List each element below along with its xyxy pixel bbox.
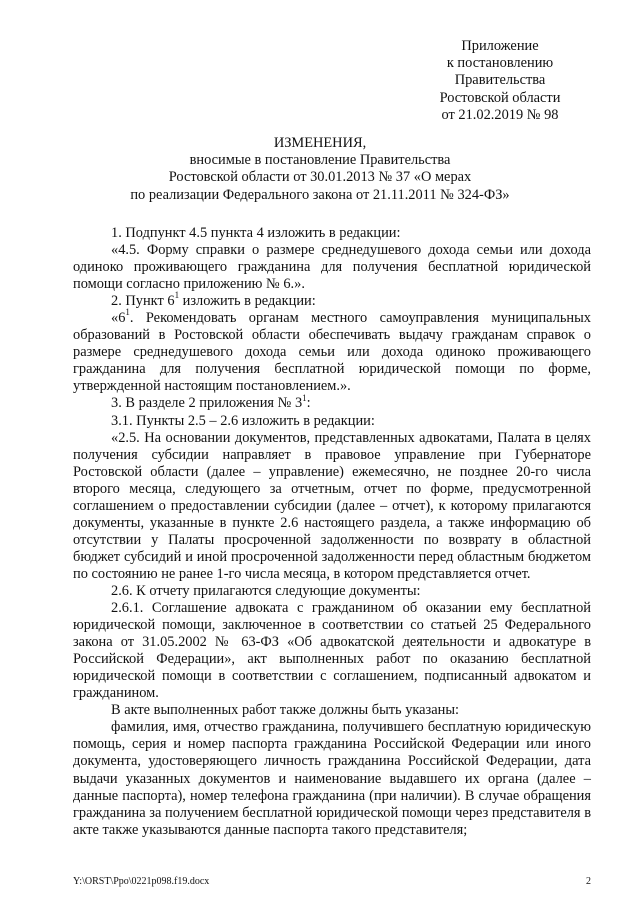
heading-line: вносимые в постановление Правительства [189,152,451,169]
appendix-line: от 21.02.2019 № 98 [441,106,559,123]
paragraph-8: 2.6. К отчету прилагаются следующие документы: [111,582,421,599]
file-path: Y:\ORST\Ppo\0221p098.f19.docx [73,876,210,887]
heading-line: Ростовской области от 30.01.2013 № 37 «О мерах [168,169,472,186]
appendix-line: Правительства [454,72,546,89]
heading-title: ИЗМЕНЕНИЯ, [273,135,367,151]
paragraph-3-text-end: изложить в редакции: [179,293,316,310]
paragraph-10: В акте выполненных работ также должны быть указаны: [111,702,459,719]
paragraph-6: 3.1. Пункты 2.5 – 2.6 изложить в редакции: [111,412,375,429]
paragraph-3-text: 2. Пункт 6 [111,293,175,310]
paragraph-4-text-end: . Рекомендовать органам местного самоуправления муниципальных образований в Ростовской области обеспечивать выдачу гражданам справок о размере среднедушевого дохода семьи или дохода одиноко проживающего гражданина для получения бесплатной юридической помощи по форме, утвержденной настоящим постановлением.». [73,310,591,395]
superscript: 1 [125,307,130,318]
paragraph-7: «2.5. На основании документов, представленных адвокатами, Палата в целях получения субсидии направляет в правовое управление при Губернаторе Ростовской области (далее – управление) ежемесячно, не позднее 20-го числа второго месяца, следующего за отчетным, отчет по форме, предусмотренной соглашением о предоставлении субсидии (далее – отчет), к которому прилагаются документы, указанные в пункте 2.6 настоящего раздела, а также информацию об отсутствии у Палаты просроченной задолженности по возврату в областной бюджет субсидий и иной просроченной задолженности перед областным бюджетом по состоянию не ранее 1-го числа месяца, в котором представляется отчет. [73,429,591,582]
paragraph-9: 2.6.1. Соглашение адвоката с гражданином об оказании ему бесплатной юридической помощи, заключенное в соответствии со статьей 25 Федерального закона от 31.05.2002 № 63-ФЗ «Об адвокатской деятельности и адвокатуре в Российской Федерации», акт выполненных работ по оказанию бесплатной юридической помощи в соответствии с соглашением, подписанный адвокатом и гражданином. [73,600,591,702]
page-number: 2 [586,876,591,887]
appendix-line: к постановлению [446,55,554,72]
superscript: 1 [174,290,180,301]
paragraph-5 [73,392,591,412]
paragraph-4 [73,307,591,395]
heading-line: по реализации Федерального закона от 21.11.2011 № 324-ФЗ» [130,186,510,203]
paragraph-3 [73,290,591,310]
document-body [73,225,591,839]
paragraph-5-text-end: : [306,395,311,412]
paragraph-11: фамилия, имя, отчество гражданина, получившего бесплатную юридическую помощь, серия и номер паспорта гражданина Российской Федерации или иного документа, удостоверяющего личность гражданина Российской Федерации, дата выдачи указанных документов и наименование выдавшего их органа (далее – данные паспорта), номер телефона гражданина (при наличии). В случае обращения гражданина за получением бесплатной юридической помощи через представителя в акте также указываются данные паспорта такого представителя; [73,719,591,838]
paragraph-2: «4.5. Форму справки о размере среднедушевого дохода семьи или дохода одиноко проживающего гражданина для получения бесплатной юридической помощи согласно приложению № 6.». [73,242,591,293]
paragraph-4-text: «6 [111,310,126,327]
document-heading [60,135,580,204]
superscript: 1 [302,392,307,403]
appendix-block [420,38,580,124]
appendix-line: Ростовской области [439,89,561,106]
paragraph-1: 1. Подпункт 4.5 пункта 4 изложить в редакции: [111,225,401,241]
appendix-line: Приложение [461,38,539,54]
page-footer [73,876,591,888]
paragraph-5-text: 3. В разделе 2 приложения № 3 [111,395,303,412]
